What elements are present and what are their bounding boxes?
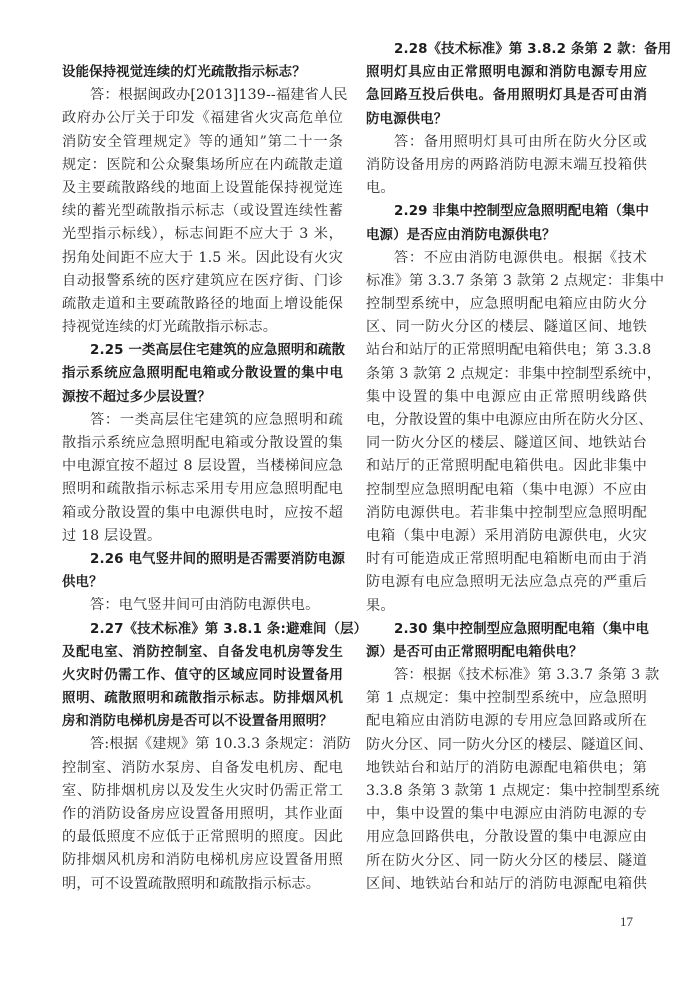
answer-line: 持视觉连续的灯光疏散指示标志。 bbox=[62, 319, 278, 336]
question-line: 火灾时仍需工作、值守的区域应同时设置备用 bbox=[62, 667, 343, 683]
answer-line: 答：不应由消防电源供电。根据《技术 bbox=[394, 249, 647, 266]
answer-line: 续的蓄光型疏散指示标志（或设置连续性蓄 bbox=[62, 203, 343, 220]
answer-line: 时有可能造成正常照明配电箱断电而由于消 bbox=[366, 551, 647, 568]
answer-line: 控制型系统中，应急照明配电箱应由防火分 bbox=[366, 296, 647, 313]
answer-line: 政府办公厅关于印发《福建省火灾高危单位 bbox=[62, 110, 343, 127]
question-line: 电源）是否应由消防电源供电？ bbox=[366, 227, 556, 243]
answer-line: 区间、地铁站台和站厅的消防电源配电箱供 bbox=[366, 875, 647, 892]
question-line: 2.25 一类高层住宅建筑的应急照明和疏散 bbox=[90, 343, 346, 359]
answer-line: 消防电源供电。若非集中控制型应急照明配 bbox=[366, 504, 647, 521]
answer-line: 站台和站厅的正常照明配电箱供电；第 3.3.8 bbox=[366, 342, 652, 359]
page-number: 17 bbox=[620, 914, 633, 929]
answer-line: 中电源宜按不超过 8 层设置，当楼梯间应急 bbox=[62, 458, 343, 475]
answer-line: 答：根据闽政办[2013]139--福建省人民 bbox=[90, 87, 348, 104]
answer-line: 3.3.8 条第 3 款第 1 点规定：集中控制型系统 bbox=[366, 783, 660, 799]
question-line: 源）是否可由正常照明配电箱供电？ bbox=[366, 644, 583, 660]
answer-line: 和站厅的正常照明配电箱供电。因此非集中 bbox=[366, 458, 647, 475]
answer-line: 第 1 点规定：集中控制型系统中，应急照明 bbox=[366, 690, 647, 707]
answer-line: 电。 bbox=[366, 180, 395, 197]
answer-line: 光型指示标线），标志间距不应大于 3 米， bbox=[62, 226, 343, 243]
answer-line: 条第 3 款第 2 点规定：非集中控制型系统中， bbox=[366, 365, 662, 382]
answer-line: 及主要疏散路线的地面上设置能保持视觉连 bbox=[62, 179, 343, 196]
answer-line: 配电箱应由消防电源的专用应急回路或所在 bbox=[366, 713, 647, 730]
question-line: 源按不超过多少层设置？ bbox=[62, 389, 211, 405]
left-column bbox=[62, 61, 368, 896]
right-column bbox=[366, 38, 672, 896]
answer-line: 消防安全管理规定》等的通知”第二十一条 bbox=[62, 133, 343, 150]
answer-line: 控制型应急照明配电箱（集中电源）不应由 bbox=[366, 481, 647, 498]
answer-line: 答：一类高层住宅建筑的应急照明和疏 bbox=[90, 411, 343, 428]
answer-line: 地铁站台和站厅的消防电源配电箱供电；第 bbox=[366, 759, 647, 776]
answer-line: 答:根据《建规》第 10.3.3 条规定：消防 bbox=[90, 736, 352, 753]
question-line: 防电源供电？ bbox=[366, 111, 448, 127]
answer-line: 中，集中设置的集中电源应由消防电源的专 bbox=[366, 806, 647, 823]
answer-line: 答：备用照明灯具可由所在防火分区或 bbox=[394, 133, 647, 150]
question-line: 2.29 非集中控制型应急照明配电箱（集中 bbox=[394, 204, 650, 220]
answer-line: 消防设备用房的两路消防电源末端互投箱供 bbox=[366, 156, 647, 173]
question-line: 照明灯具应由正常照明电源和消防电源专用应 bbox=[366, 65, 647, 81]
answer-line: 防火分区、同一防火分区的楼层、隧道区间、 bbox=[366, 736, 653, 753]
answer-line: 照明和疏散指示标志采用专用应急照明配电 bbox=[62, 481, 343, 498]
answer-line: 用应急回路供电，分散设置的集中电源应由 bbox=[366, 829, 647, 846]
answer-line: 拐角处间距不应大于 1.5 米。因此设有火灾 bbox=[62, 249, 343, 266]
question-line: 照明、疏散照明和疏散指示标志。防排烟风机 bbox=[62, 691, 343, 707]
answer-line: 的最低照度不应低于正常照明的照度。因此 bbox=[62, 829, 343, 846]
answer-line: 果。 bbox=[366, 597, 395, 614]
answer-line: 防电源有电应急照明无法应急点亮的严重后 bbox=[366, 574, 647, 591]
question-line: 2.28《技术标准》第 3.8.2 条第 2 款：备用 bbox=[394, 42, 672, 57]
question-line: 设能保持视觉连续的灯光疏散指示标志？ bbox=[62, 65, 306, 80]
answer-line: 自动报警系统的医疗建筑应在医疗街、门诊 bbox=[62, 272, 343, 289]
question-line: 急回路互投后供电。备用照明灯具是否可由消 bbox=[366, 88, 647, 104]
answer-line: 规定：医院和公众聚集场所应在内疏散走道 bbox=[62, 156, 343, 173]
question-line: 指示系统应急照明配电箱或分散设置的集中电 bbox=[62, 366, 343, 382]
question-line: 2.26 电气竖井间的照明是否需要消防电源 bbox=[90, 551, 346, 567]
answer-line: 答：根据《技术标准》第 3.3.7 条第 3 款 bbox=[394, 667, 660, 684]
answer-line: 区、同一防火分区的楼层、隧道区间、地铁 bbox=[366, 319, 647, 336]
question-line: 2.30 集中控制型应急照明配电箱（集中电 bbox=[394, 621, 650, 637]
question-line: 房和消防电梯机房是否可以不设置备用照明？ bbox=[62, 714, 333, 730]
answer-line: 散指示系统应急照明配电箱或分散设置的集 bbox=[62, 435, 343, 451]
answer-line: 箱或分散设置的集中电源供电时，应按不超 bbox=[62, 504, 343, 521]
answer-line: 控制室、消防水泵房、自备发电机房、配电 bbox=[62, 759, 343, 776]
answer-line: 电箱（集中电源）采用消防电源供电，火灾 bbox=[366, 527, 647, 544]
answer-line: 明，可不设置疏散照明和疏散指示标志。 bbox=[62, 875, 321, 892]
answer-line: 同一防火分区的楼层、隧道区间、地铁站台 bbox=[366, 435, 647, 452]
answer-line: 作的消防设备房应设置备用照明，其作业面 bbox=[62, 806, 343, 822]
answer-line: 标准》第 3.3.7 条第 3 款第 2 点规定：非集中 bbox=[366, 272, 665, 289]
answer-line: 防排烟风机房和消防电梯机房应设置备用照 bbox=[62, 852, 343, 869]
question-line: 2.27《技术标准》第 3.8.1 条:避难间（层） bbox=[90, 621, 368, 637]
question-line: 供电？ bbox=[62, 575, 103, 591]
question-line: 及配电室、消防控制室、自备发电机房等发生 bbox=[62, 644, 343, 660]
answer-line: 过 18 层设置。 bbox=[62, 527, 162, 544]
answer-line: 电，分散设置的集中电源应由所在防火分区、 bbox=[366, 412, 653, 428]
answer-line: 集中设置的集中电源应由正常照明线路供 bbox=[366, 388, 647, 405]
answer-line: 所在防火分区、同一防火分区的楼层、隧道 bbox=[366, 852, 647, 869]
answer-line: 室、防排烟机房以及发生火灾时仍需正常工 bbox=[62, 782, 343, 799]
answer-line: 答：电气竖井间可由消防电源供电。 bbox=[90, 597, 320, 614]
answer-line: 疏散走道和主要疏散路径的地面上增设能保 bbox=[62, 295, 343, 312]
